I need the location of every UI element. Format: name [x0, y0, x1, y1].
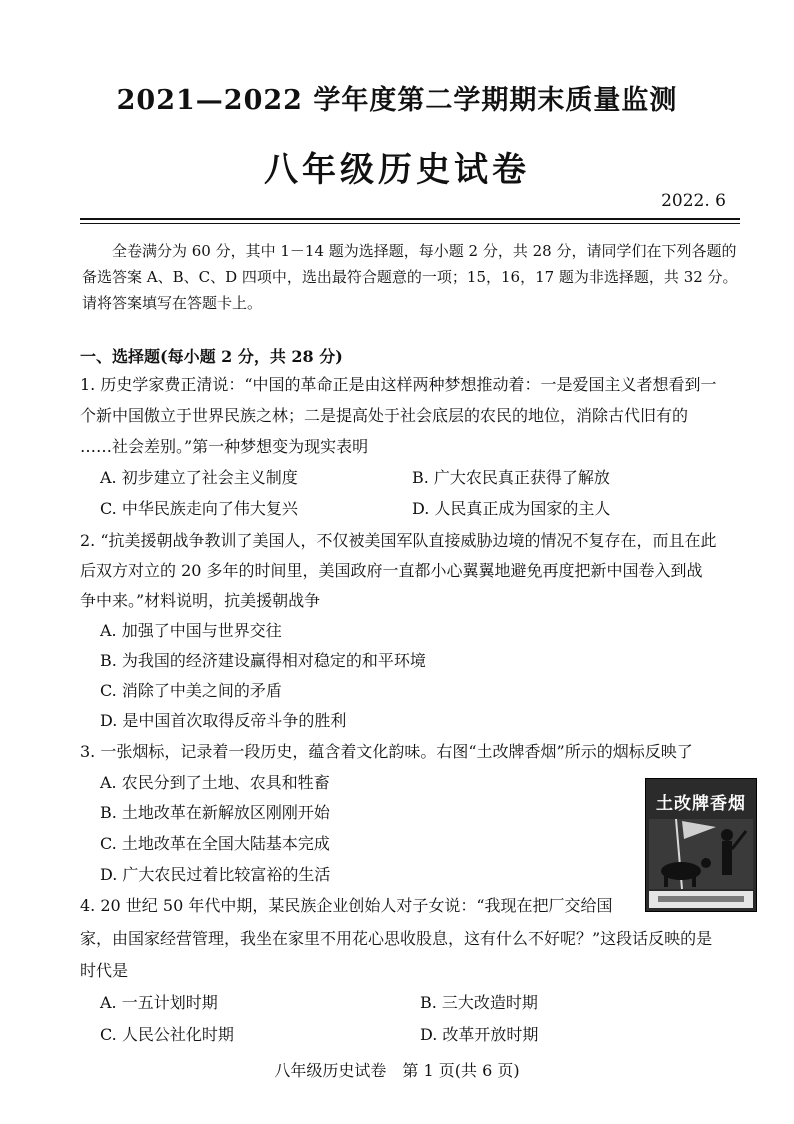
question-2-line-1: 2. “抗美援朝战争教训了美国人，不仅被美国军队直接威胁边境的情况不复存在，而且在此: [80, 531, 717, 550]
question-1-option-c[interactable]: C. 中华民族走向了伟大复兴: [100, 499, 298, 518]
exam-title: 2021—2022 学年度第二学期期末质量监测: [116, 85, 678, 116]
question-2-option-c[interactable]: C. 消除了中美之间的矛盾: [100, 681, 282, 700]
question-4-option-a[interactable]: A. 一五计划时期: [100, 993, 218, 1012]
question-1-line-2: 个新中国傲立于世界民族之林；二是提高处于社会底层的农民的地位，消除古代旧有的: [80, 406, 689, 425]
question-2-line-3: 争中来。”材料说明，抗美援朝战争: [80, 591, 321, 610]
question-1-line-1: 1. 历史学家费正清说：“中国的革命正是由这样两种梦想推动着：一是爱国主义者想看到一: [80, 375, 717, 394]
exam-date: 2022. 6: [661, 191, 726, 211]
question-1-option-a[interactable]: A. 初步建立了社会主义制度: [100, 468, 298, 487]
question-4-line-3: 时代是: [80, 961, 129, 980]
question-4-option-d[interactable]: D. 改革开放时期: [420, 1025, 539, 1044]
question-3-option-c[interactable]: C. 土地改革在全国大陆基本完成: [100, 834, 330, 853]
header-rule-thick: [80, 218, 740, 220]
header-rule-thin: [80, 223, 740, 224]
question-2-option-d[interactable]: D. 是中国首次取得反帝斗争的胜利: [100, 711, 347, 730]
question-1-line-3: ……社会差别。”第一种梦想变为现实表明: [80, 437, 369, 456]
question-4-option-c[interactable]: C. 人民公社化时期: [100, 1025, 234, 1044]
question-3-option-d[interactable]: D. 广大农民过着比较富裕的生活: [100, 865, 331, 884]
question-2-option-a[interactable]: A. 加强了中国与世界交往: [100, 621, 282, 640]
page-footer: 八年级历史试卷 第 1 页(共 6 页): [274, 1061, 520, 1080]
question-4-line-1: 4. 20 世纪 50 年代中期，某民族企业创始人对子女说：“我现在把厂交给国: [80, 896, 613, 915]
question-1-option-d[interactable]: D. 人民真正成为国家的主人: [412, 499, 611, 518]
question-4-line-2: 家，由国家经营管理，我坐在家里不用花心思收股息，这有什么不好呢？”这段话反映的是: [80, 929, 713, 948]
tobacco-label-image: [645, 778, 757, 912]
question-2-line-2: 后双方对立的 20 多年的时间里，美国政府一直都小心翼翼地避免再度把新中国卷入到战: [80, 561, 703, 580]
question-3-line-1: 3. 一张烟标，记录着一段历史，蕴含着文化韵味。右图“土改牌香烟”所示的烟标反映了: [80, 742, 693, 761]
exam-instructions: 全卷满分为 60 分，其中 1－14 题为选择题，每小题 2 分，共 28 分，请同学们在下列各题的备选答案 A、B、C、D 四项中，选出最符合题意的一项；15，16，17 题为非选择题，共 32 分。请将答案填写在答题卡上。: [82, 242, 738, 312]
question-2-option-b[interactable]: B. 为我国的经济建设赢得相对稳定的和平环境: [100, 651, 426, 670]
tobacco-label-title: 土改牌香烟: [656, 794, 746, 814]
exam-subtitle: 八年级历史试卷: [264, 150, 530, 190]
question-1-option-b[interactable]: B. 广大农民真正获得了解放: [412, 468, 610, 487]
question-3-option-a[interactable]: A. 农民分到了土地、农具和牲畜: [100, 773, 330, 792]
question-3-option-b[interactable]: B. 土地改革在新解放区刚刚开始: [100, 803, 330, 822]
section-heading: 一、选择题(每小题 2 分，共 28 分): [80, 347, 343, 366]
question-4-option-b[interactable]: B. 三大改造时期: [420, 993, 538, 1012]
